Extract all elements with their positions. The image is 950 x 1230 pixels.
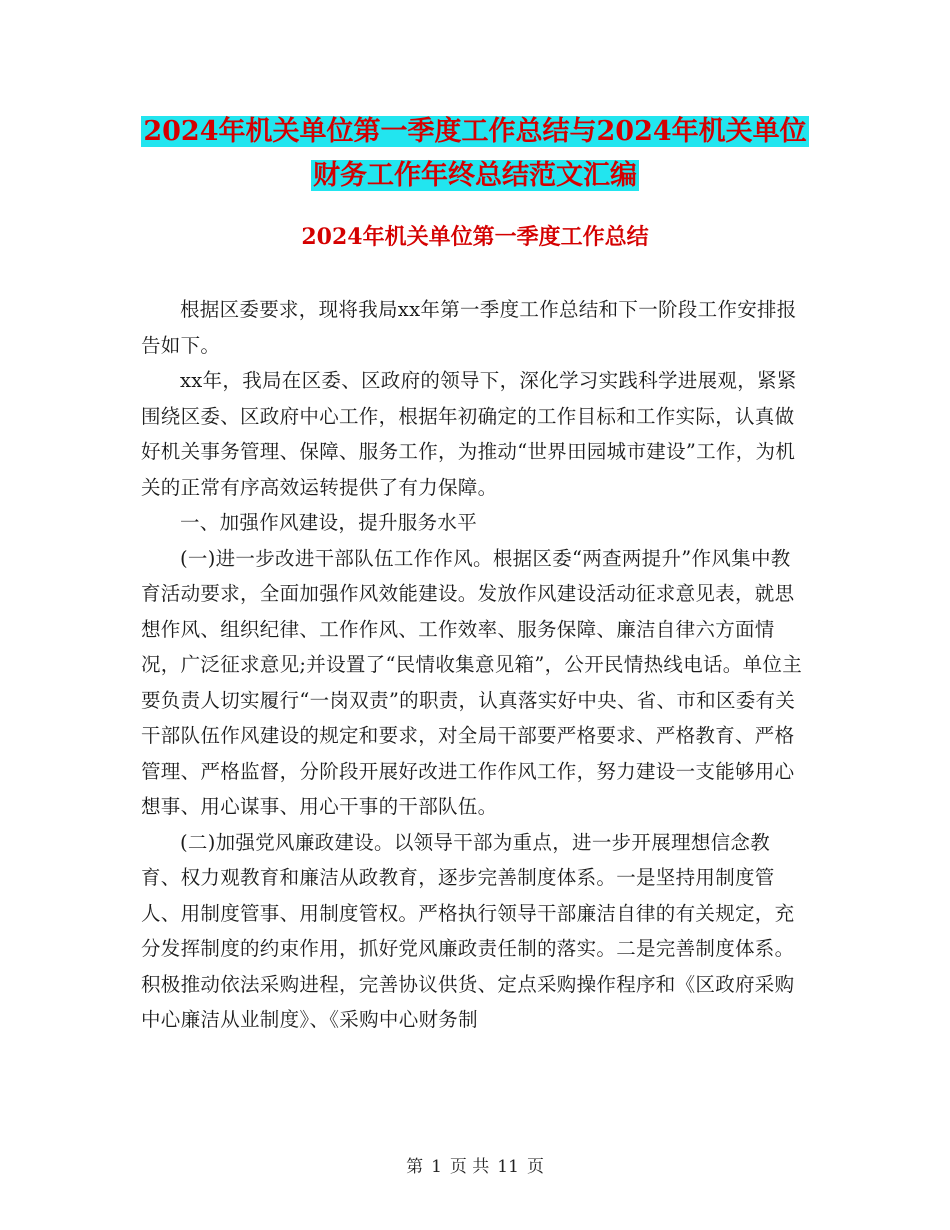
section-title: 2024年机关单位第一季度工作总结 (301, 224, 649, 250)
footer-prefix: 第 (406, 1157, 424, 1177)
title-line-2: 财务工作年终总结范文汇编 (313, 160, 637, 191)
paragraph-party-conduct: (二)加强党风廉政建设。以领导干部为重点，进一步开展理想信念教育、权力观教育和廉洁从政教育，逐步完善制度体系。一是坚持用制度管人、用制度管事、用制度管权。严格执行领导干部廉洁自律的有关规定，充分发挥制度的约束作用，抓好党风廉政责任制的落实。二是完善制度体系。积极推动依法采购进程，完善协议供货、定点采购操作程序和《区政府采购中心廉洁从业制度》、《采购中心财务制 (141, 830, 795, 1031)
page-footer (0, 1152, 950, 1177)
page-total: 11 (497, 1157, 519, 1177)
page-number: 1 (431, 1157, 442, 1177)
paragraph-summary: xx年，我局在区委、区政府的领导下，深化学习实践科学进展观，紧紧围绕区委、区政府中心工作，根据年初确定的工作目标和工作实际，认真做好机关事务管理、保障、服务工作，为推动“世界田园城市建设”工作，为机关的正常有序高效运转提供了有力保障。 (141, 369, 797, 499)
footer-middle: 页 共 (449, 1157, 490, 1177)
title-line-1: 2024年机关单位第一季度工作总结与2024年机关单位 (143, 116, 807, 147)
footer-suffix: 页 (526, 1157, 544, 1177)
heading-1: 一、加强作风建设，提升服务水平 (180, 511, 478, 534)
document-body (141, 292, 809, 1038)
paragraph-intro: 根据区委要求，现将我局xx年第一季度工作总结和下一阶段工作安排报告如下。 (141, 298, 797, 357)
document-title (0, 110, 950, 198)
paragraph-work-style: (一)进一步改进干部队伍工作作风。根据区委“两查两提升”作风集中教育活动要求，全面加强作风效能建设。发放作风建设活动征求意见表，就思想作风、组织纪律、工作作风、工作效率、服务保障、廉洁自律六方面情况，广泛征求意见;并设置了“民情收集意见箱”，公开民情热线电话。单位主要负责人切实履行“一岗双责”的职责，认真落实好中央、省、市和区委有关干部队伍作风建设的规定和要求，对全局干部要严格要求、严格教育、严格管理、严格监督，分阶段开展好改进工作作风工作，努力建设一支能够用心想事、用心谋事、用心干事的干部队伍。 (141, 546, 803, 818)
